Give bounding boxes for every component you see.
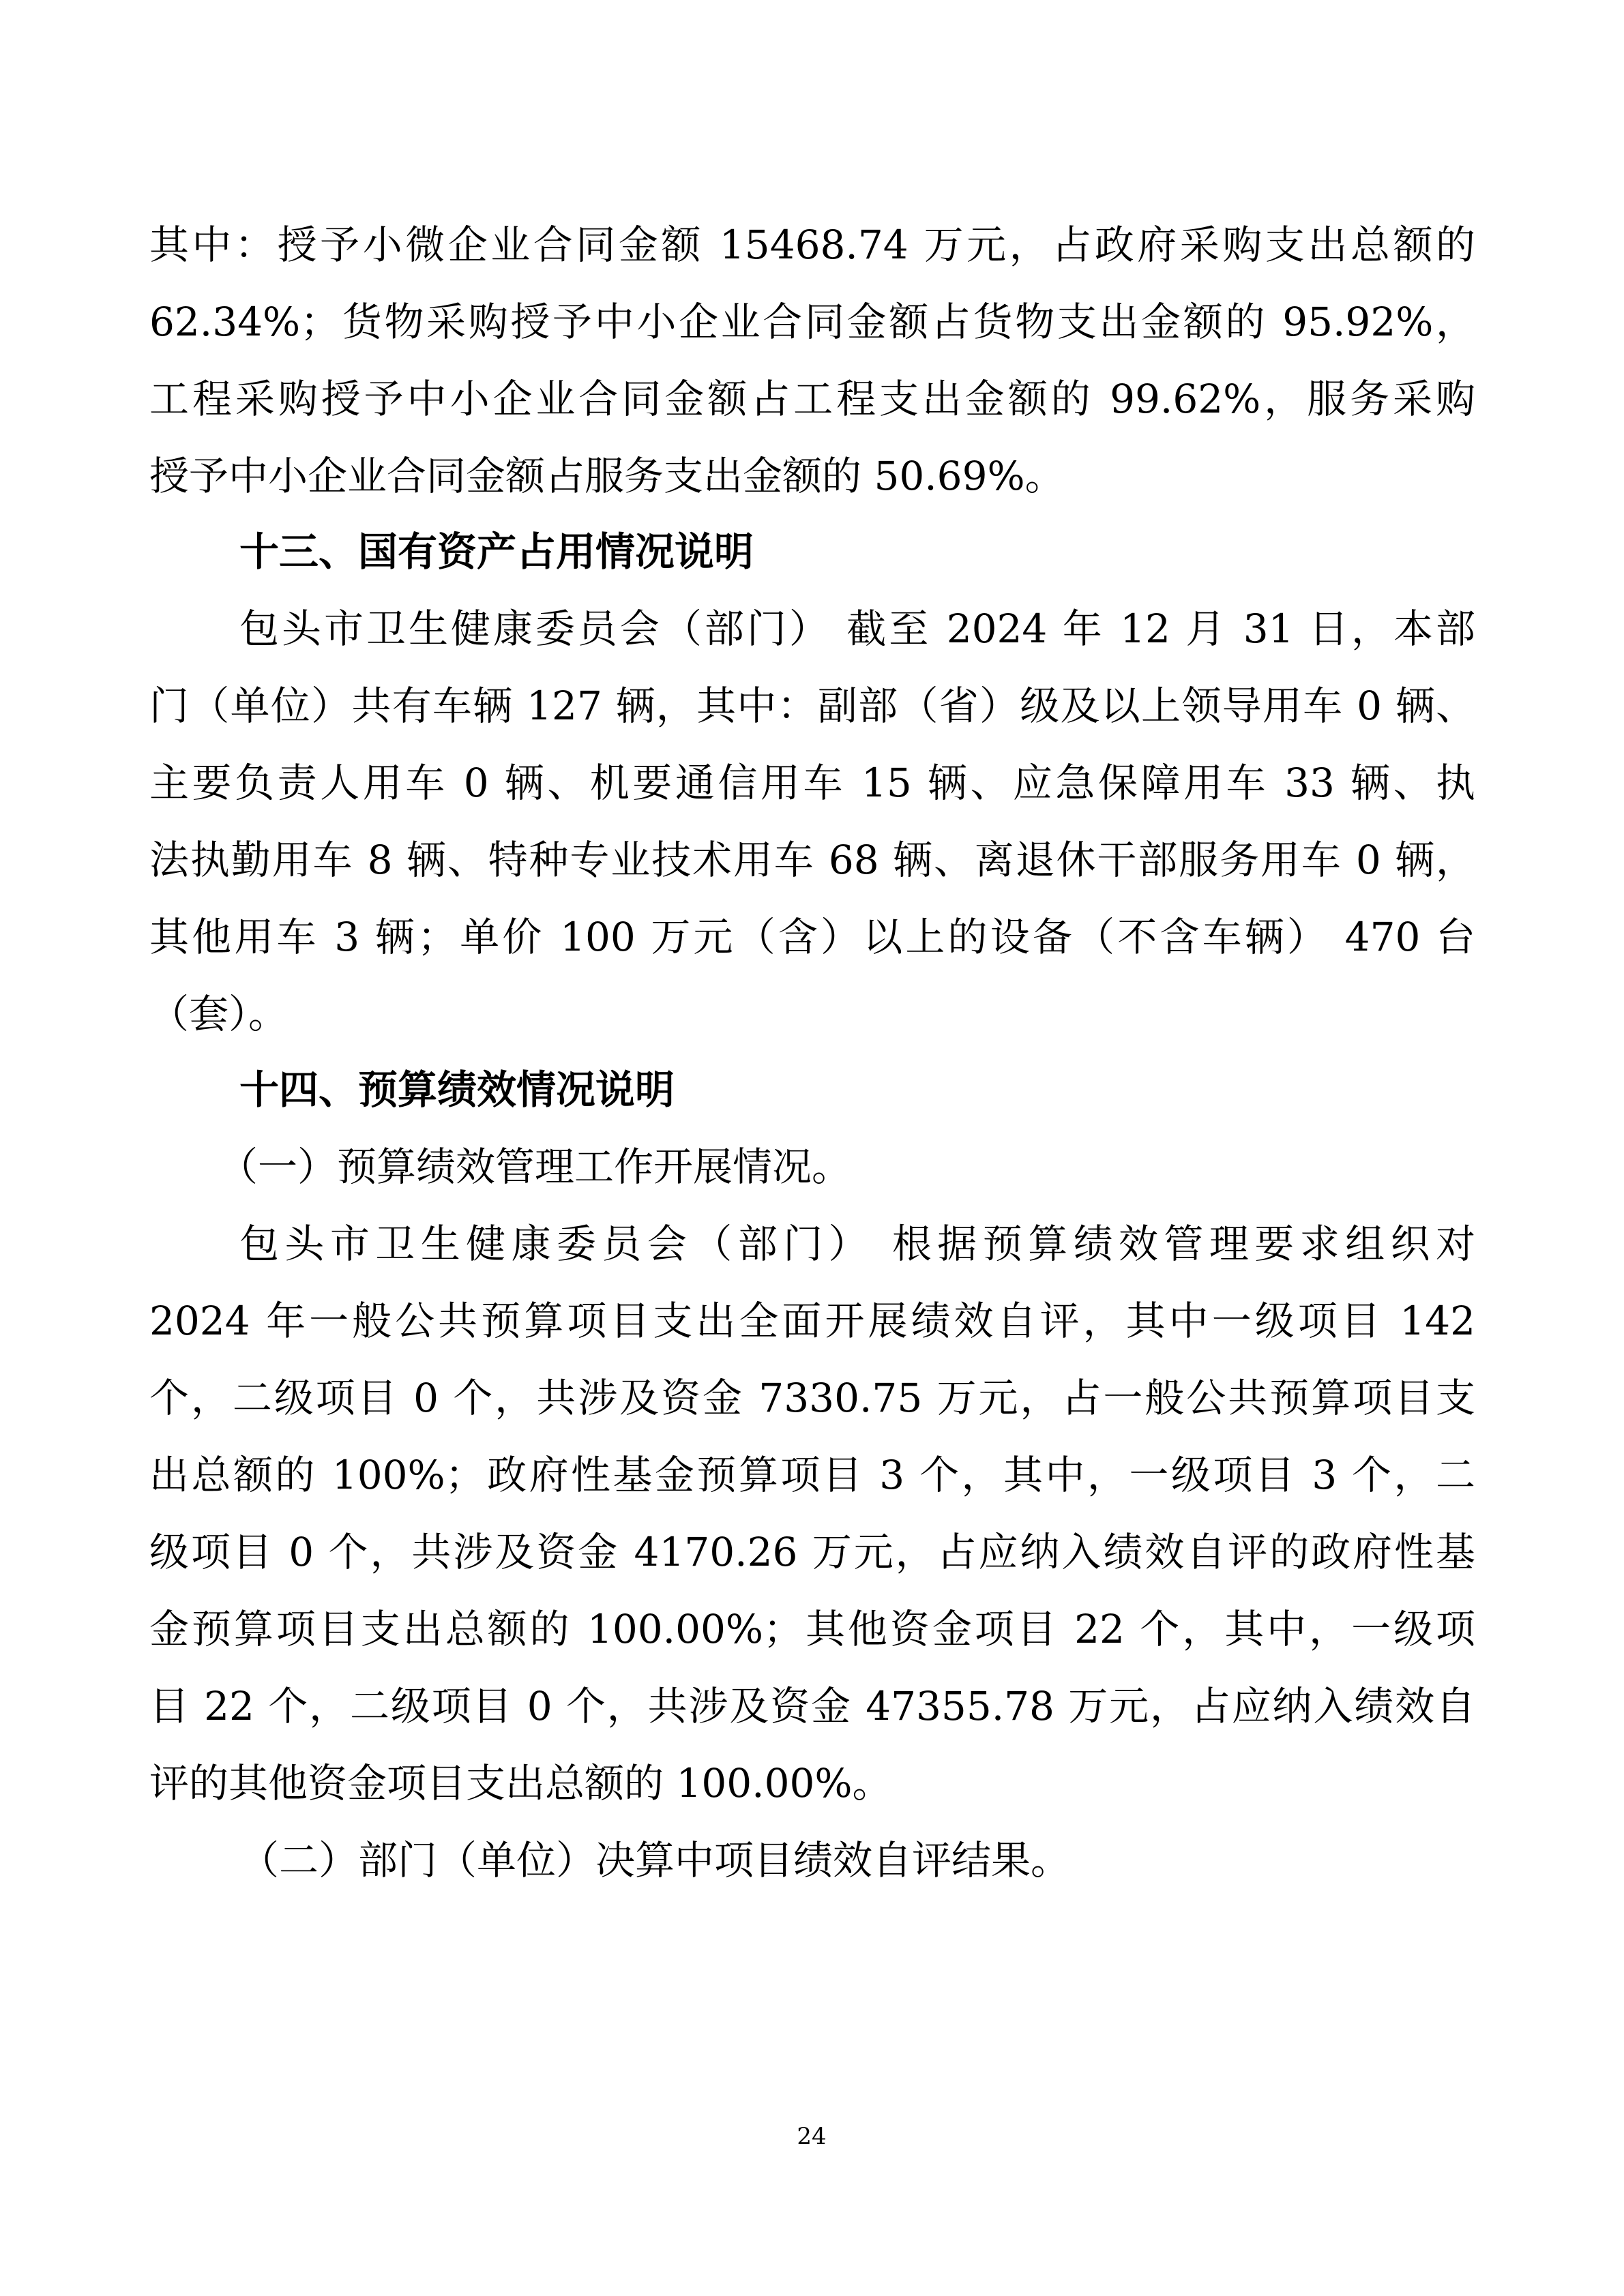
paragraph-line: 包头市卫生健康委员会（部门） 根据预算绩效管理要求组织对 — [239, 1221, 1475, 1267]
paragraph-line: 62.34%；货物采购授予中小企业合同金额占货物支出金额的 95.92%， — [149, 299, 1475, 345]
paragraph-line: 个，二级项目 0 个，共涉及资金 7330.75 万元，占一般公共预算项目支 — [149, 1375, 1475, 1421]
paragraph-line: 2024 年一般公共预算项目支出全面开展绩效自评，其中一级项目 142 — [149, 1298, 1475, 1344]
paragraph-line: 级项目 0 个，共涉及资金 4170.26 万元，占应纳入绩效自评的政府性基 — [149, 1529, 1475, 1575]
paragraph-line: 评的其他资金项目支出总额的 100.00%。 — [149, 1760, 892, 1806]
paragraph-line: 目 22 个，二级项目 0 个，共涉及资金 47355.78 万元，占应纳入绩效自 — [149, 1683, 1475, 1729]
paragraph-line: 其他用车 3 辆；单价 100 万元（含）以上的设备（不含车辆） 470 台 — [149, 914, 1475, 960]
subsection-heading: （一）预算绩效管理工作开展情况。 — [218, 1144, 852, 1190]
paragraph-line: 工程采购授予中小企业合同金额占工程支出金额的 99.62%，服务采购 — [149, 376, 1475, 422]
paragraph-line: 法执勤用车 8 辆、特种专业技术用车 68 辆、离退休干部服务用车 0 辆， — [149, 837, 1475, 883]
paragraph-line: 出总额的 100%；政府性基金预算项目 3 个，其中，一级项目 3 个，二 — [149, 1452, 1475, 1498]
paragraph-line: （套）。 — [149, 991, 289, 1037]
paragraph-line: 其中：授予小微企业合同金额 15468.74 万元，占政府采购支出总额的 — [149, 222, 1475, 268]
paragraph-line: 门（单位）共有车辆 127 辆，其中：副部（省）级及以上领导用车 0 辆、 — [149, 683, 1475, 729]
page-number: 24 — [797, 2123, 827, 2150]
section-heading: 十四、预算绩效情况说明 — [239, 1067, 675, 1113]
paragraph-line: 金预算项目支出总额的 100.00%；其他资金项目 22 个，其中，一级项 — [149, 1606, 1475, 1652]
paragraph-line: 授予中小企业合同金额占服务支出金额的 50.69%。 — [149, 453, 1065, 499]
section-heading: 十三、国有资产占用情况说明 — [239, 528, 754, 575]
paragraph-line: 主要负责人用车 0 辆、机要通信用车 15 辆、应急保障用车 33 辆、执 — [149, 760, 1475, 806]
subsection-heading: （二）部门（单位）决算中项目绩效自评结果。 — [239, 1837, 1071, 1883]
paragraph-line: 包头市卫生健康委员会（部门） 截至 2024 年 12 月 31 日，本部 — [239, 606, 1475, 652]
